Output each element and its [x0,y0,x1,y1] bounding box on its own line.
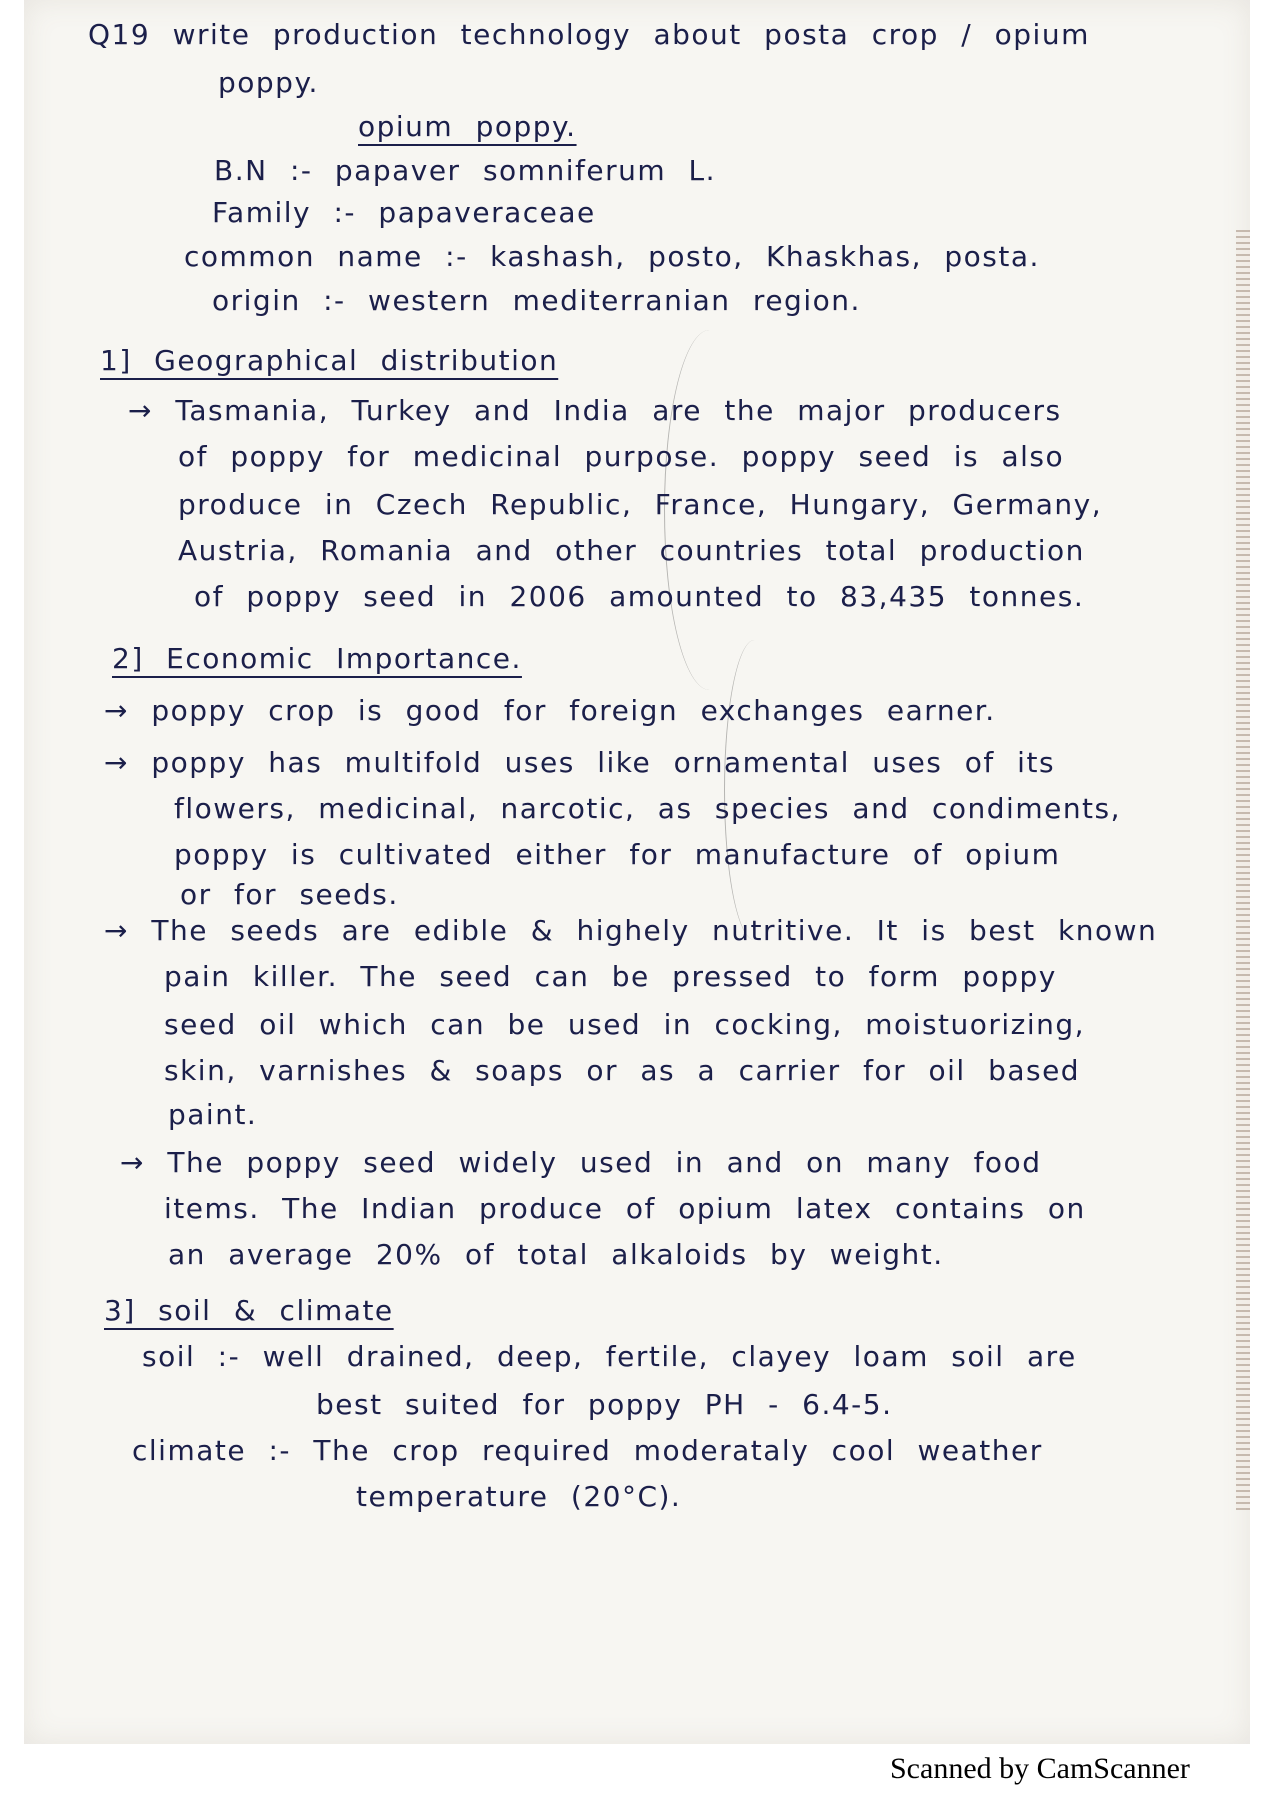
body-line: → poppy crop is good for foreign exchanges earner. [104,694,996,727]
section-heading-geographical-distribution: 1] Geographical distribution [100,344,559,377]
common-name-line: common name :- kashash, posto, Khaskhas, posta. [184,240,1040,273]
body-line: skin, varnishes & soaps or as a carrier for oil based [164,1054,1081,1087]
soil-line: soil :- well drained, deep, fertile, clayey loam soil are [142,1340,1077,1373]
body-line: pain killer. The seed can be pressed to form poppy [164,960,1057,993]
section-heading-soil-climate: 3] soil & climate [104,1294,394,1327]
origin-line: origin :- western mediterranian region. [212,284,861,317]
scanner-watermark: Scanned by CamScanner [890,1752,1190,1785]
body-line: → Tasmania, Turkey and India are the major producers [128,394,1062,427]
body-line: seed oil which can be used in cocking, moistuorizing, [164,1008,1086,1041]
family-line: Family :- papaveraceae [212,196,596,229]
question-heading: Q19 write production technology about posta crop / opium [88,18,1090,51]
body-line: an average 20% of total alkaloids by weight. [168,1238,944,1271]
body-line: Austria, Romania and other countries total production [178,534,1085,567]
soil-line-continued: best suited for poppy PH - 6.4-5. [316,1388,893,1421]
body-line: flowers, medicinal, narcotic, as species and condiments, [174,792,1122,825]
section-heading-economic-importance: 2] Economic Importance. [112,642,522,675]
botanical-name: B.N :- papaver somniferum L. [214,154,717,187]
paper-fold-mark [724,640,785,940]
body-line: of poppy for medicinal purpose. poppy seed is also [178,440,1065,473]
body-line: → The seeds are edible & highely nutritive. It is best known [104,914,1158,947]
climate-line: climate :- The crop required moderataly cool weather [132,1434,1043,1467]
body-line: poppy is cultivated either for manufacture of opium [174,838,1061,871]
body-line: → poppy has multifold uses like ornamental uses of its [104,746,1056,779]
page-edge-texture [1236,230,1250,1510]
body-line: items. The Indian produce of opium latex contains on [164,1192,1086,1225]
notebook-page [24,0,1250,1744]
question-heading-continued: poppy. [218,66,319,99]
body-line: → The poppy seed widely used in and on many food [120,1146,1042,1179]
body-line: or for seeds. [180,878,399,911]
body-line: produce in Czech Republic, France, Hungary, Germany, [178,488,1103,521]
climate-line-continued: temperature (20°C). [356,1480,682,1513]
page-title: opium poppy. [358,110,577,143]
body-line: of poppy seed in 2006 amounted to 83,435 tonnes. [194,580,1085,613]
body-line: paint. [168,1098,258,1131]
